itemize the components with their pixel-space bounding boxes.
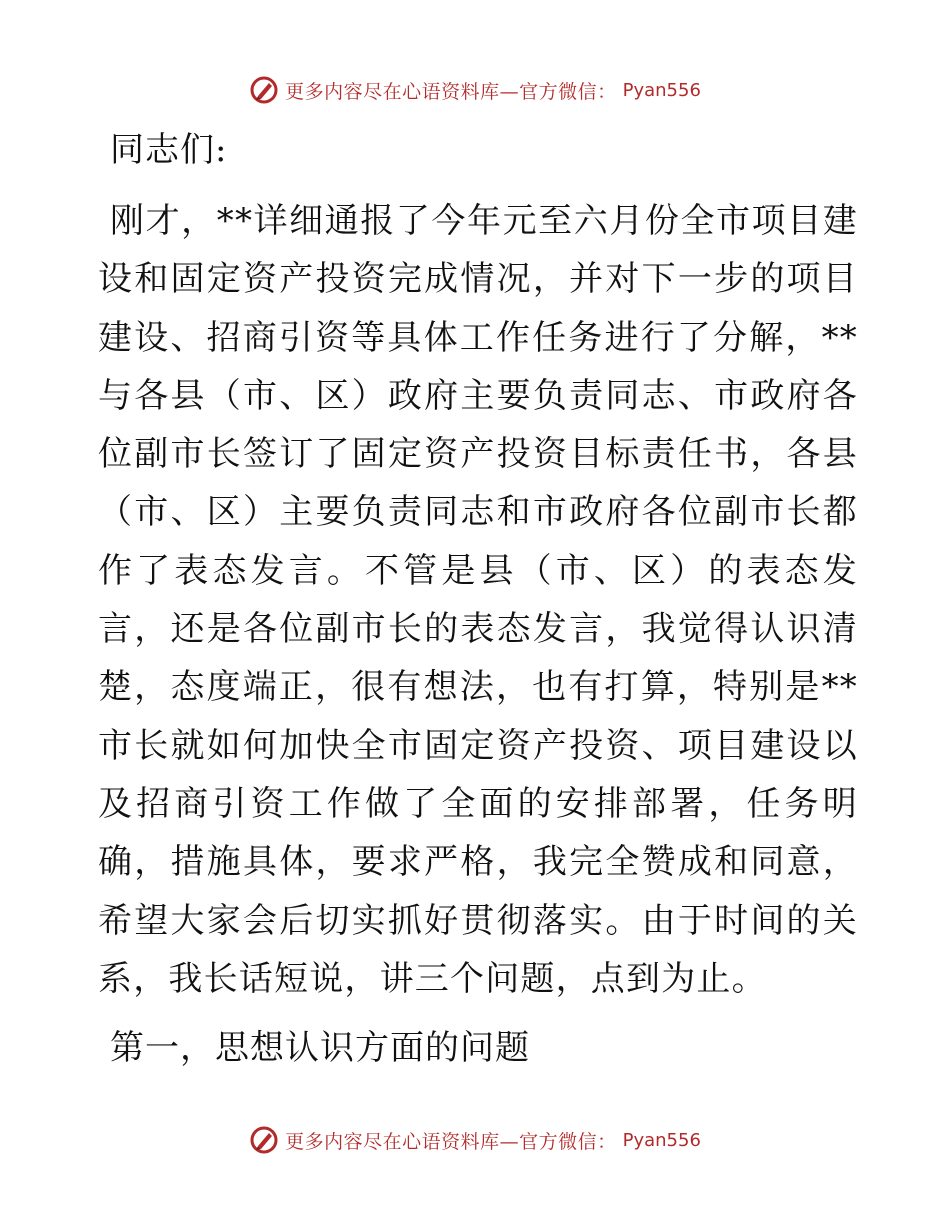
document-body bbox=[98, 126, 858, 1072]
watermark-site-text: 更多内容尽在心语资料库—官方微信： bbox=[285, 1130, 617, 1153]
header-watermark bbox=[0, 72, 950, 108]
watermark-site-text: 更多内容尽在心语资料库—官方微信： bbox=[285, 80, 617, 103]
salutation: 同志们: bbox=[110, 130, 228, 170]
watermark-wechat-id: Pyan556 bbox=[622, 1129, 701, 1151]
footer-watermark bbox=[0, 1122, 950, 1158]
pen-logo-icon bbox=[249, 75, 279, 105]
section-heading: 第一，思想认识方面的问题 bbox=[110, 1028, 530, 1069]
pen-logo-icon bbox=[249, 1125, 279, 1155]
body-paragraph: 刚才，**详细通报了今年元至六月份全市项目建设和固定资产投资完成情况，并对下一步的项目建设、招商引资等具体工作任务进行了分解，**与各县（市、区）政府主要负责同志、市政府各位副市长签订了固定资产投资目标责任书，各县（市、区）主要负责同志和市政府各位副市长都作了表态发言。不管是县（市、区）的表态发言，还是各位副市长的表态发言，我觉得认识清楚，态度端正，很有想法，也有打算，特别是**市长就如何加快全市固定资产投资、项目建设以及招商引资工作做了全面的安排部署，任务明确，措施具体，要求严格，我完全赞成和同意，希望大家会后切实抓好贯彻落实。由于时间的关系，我长话短说，讲三个问题，点到为止。 bbox=[98, 201, 858, 999]
watermark-wechat-id: Pyan556 bbox=[622, 79, 701, 101]
